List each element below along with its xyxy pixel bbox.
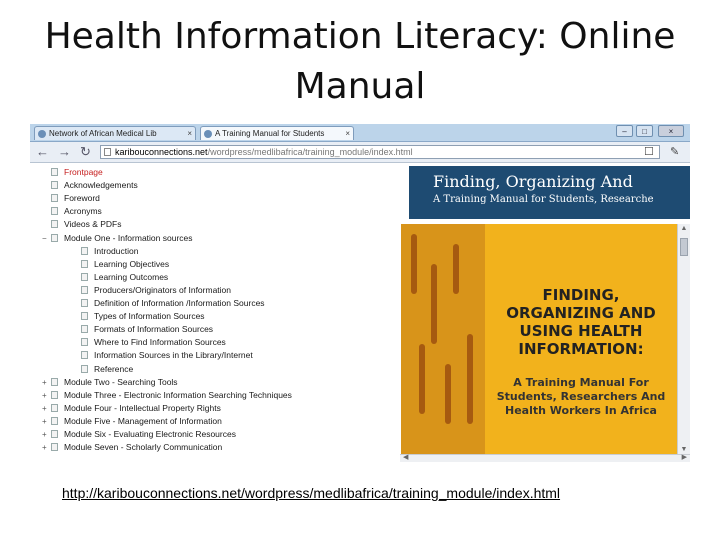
cover-decoration — [445, 364, 451, 424]
page-icon — [51, 194, 58, 202]
page-icon — [51, 404, 58, 412]
toc-item[interactable] — [42, 218, 121, 231]
toc-item-label: Module Four - Intellectual Property Rights — [64, 402, 221, 413]
toc-item-label: Definition of Information /Information Sources — [94, 298, 265, 308]
cover-decoration — [453, 244, 459, 294]
toc-item[interactable] — [42, 232, 193, 245]
site-banner — [409, 166, 690, 219]
page-icon — [81, 338, 88, 346]
page-icon — [51, 443, 58, 451]
cover-decoration — [419, 344, 425, 414]
scroll-thumb[interactable] — [680, 238, 688, 256]
close-window-button[interactable]: × — [658, 125, 684, 137]
cover-title-line: INFORMATION: — [518, 340, 644, 358]
toc-item-label: Acknowledgements — [64, 180, 138, 191]
cover-subtitle-line: Health Workers In Africa — [505, 404, 657, 417]
toc-item[interactable] — [72, 363, 133, 376]
address-domain: karibouconnections.net — [115, 147, 208, 157]
toc-item-label: Where to Find Information Sources — [94, 337, 226, 348]
manual-cover-image — [401, 224, 677, 454]
toc-item[interactable] — [42, 441, 222, 454]
page-icon — [104, 148, 111, 156]
toc-item-label: Videos & PDFs — [64, 219, 122, 230]
page-icon — [51, 181, 58, 189]
page-icon — [81, 273, 88, 281]
toc-item[interactable] — [72, 349, 253, 362]
toc-item[interactable] — [42, 205, 102, 218]
toc-item-label: Module Three - Electronic Information Searching Techniques — [64, 389, 292, 400]
toc-item-label: Learning Outcomes — [94, 271, 169, 282]
expand-icon[interactable]: + — [42, 390, 47, 400]
page-icon — [81, 351, 88, 359]
address-bar[interactable] — [100, 145, 660, 159]
browser-screenshot — [30, 124, 690, 462]
slide-title-line-1: Health Information Literacy: Online — [44, 16, 676, 57]
toc-item[interactable] — [42, 192, 100, 205]
browser-toolbar — [30, 142, 690, 163]
tab-label: A Training Manual for Students — [215, 129, 325, 138]
toc-item-label: Formats of Information Sources — [94, 324, 214, 335]
scroll-up-icon[interactable]: ▲ — [680, 225, 688, 232]
toc-item-label: Frontpage — [64, 167, 103, 177]
toc-item[interactable] — [72, 336, 226, 349]
back-icon[interactable]: ← — [36, 144, 49, 159]
page-icon — [51, 430, 58, 438]
wrench-icon[interactable]: ✎ — [670, 146, 680, 158]
page-icon — [81, 299, 88, 307]
toc-item[interactable] — [72, 258, 169, 271]
toc-item-label: Reference — [94, 363, 134, 374]
tab-label: Network of African Medical Lib — [49, 129, 157, 138]
page-icon — [81, 312, 88, 320]
cover-decoration — [431, 264, 437, 344]
scroll-right-icon[interactable]: ▶ — [681, 454, 687, 461]
cover-title-line: FINDING, — [542, 286, 620, 304]
toc-item-label: Types of Information Sources — [94, 311, 205, 322]
slide-title — [0, 12, 720, 112]
toc-item-label: Learning Objectives — [94, 258, 170, 269]
toc-item[interactable] — [42, 389, 292, 402]
cover-title-line: ORGANIZING AND — [506, 304, 656, 322]
favicon-icon — [204, 130, 212, 138]
scroll-down-icon[interactable]: ▼ — [680, 446, 688, 453]
page-icon — [51, 378, 58, 386]
page-icon — [51, 220, 58, 228]
tab-training-manual[interactable] — [200, 126, 354, 140]
expand-icon[interactable]: + — [42, 403, 47, 413]
cover-title — [487, 286, 675, 358]
toc-item-label: Producers/Originators of Information — [94, 284, 232, 295]
toc-item[interactable] — [72, 323, 213, 336]
toc-item[interactable] — [42, 179, 138, 192]
banner-line-1: Finding, Organizing And — [433, 172, 633, 191]
toc-item-label: Module One - Information sources — [64, 232, 193, 243]
page-icon — [81, 247, 88, 255]
toc-item[interactable] — [72, 245, 138, 258]
toc-item-label: Module Seven - Scholarly Communication — [64, 442, 223, 453]
page-icon — [51, 391, 58, 399]
cover-subtitle-line: Students, Researchers And — [496, 390, 666, 403]
expand-icon[interactable]: + — [42, 443, 47, 453]
expand-icon[interactable]: + — [42, 416, 47, 426]
toc-item-label: Foreword — [64, 193, 100, 204]
toc-item-label: Module Two - Searching Tools — [64, 376, 178, 387]
reload-icon[interactable]: ↻ — [80, 144, 91, 159]
toc-item-label: Information Sources in the Library/Internet — [94, 350, 253, 361]
page-icon — [81, 286, 88, 294]
page-icon — [81, 365, 88, 373]
toc-item[interactable] — [42, 415, 222, 428]
page-icon — [51, 168, 58, 176]
page-menu-icon[interactable]: ☐ — [644, 146, 654, 158]
expand-icon[interactable]: + — [42, 430, 47, 439]
address-path: /wordpress/medlibafrica/training_module/index.html — [207, 147, 413, 157]
toc-item-label: Module Five - Management of Information — [64, 415, 222, 426]
tab-network-african-medical[interactable] — [34, 126, 196, 140]
close-tab-icon[interactable]: × — [345, 129, 350, 138]
toc-item[interactable] — [42, 428, 236, 441]
toc-item[interactable] — [72, 271, 168, 284]
toc-item-label: Acronyms — [64, 206, 102, 217]
scroll-left-icon[interactable]: ◀ — [403, 454, 409, 461]
expand-icon[interactable]: + — [42, 377, 47, 387]
maximize-button[interactable]: □ — [636, 125, 653, 137]
minimize-button[interactable]: – — [616, 125, 633, 137]
banner-line-2: A Training Manual for Students, Researche — [433, 194, 654, 205]
horizontal-scrollbar[interactable] — [400, 454, 690, 462]
toc-item[interactable] — [72, 284, 231, 297]
manual-url-link[interactable]: http://karibouconnections.net/wordpress/medlibafrica/training_module/index.html — [62, 485, 561, 501]
cover-subtitle-line: A Training Manual For — [513, 376, 649, 389]
close-tab-icon[interactable]: × — [187, 129, 192, 138]
cover-decoration — [467, 334, 473, 424]
page-icon — [51, 234, 58, 242]
slide-title-line-2: Manual — [294, 66, 426, 107]
cover-pattern-strip — [401, 224, 485, 454]
cover-decoration — [411, 234, 417, 294]
vertical-scrollbar[interactable] — [677, 224, 690, 454]
toc-item[interactable] — [72, 297, 265, 310]
page-icon — [81, 260, 88, 268]
favicon-icon — [38, 130, 46, 138]
toc-item[interactable] — [42, 166, 103, 179]
toc-item-label: Introduction — [94, 245, 139, 256]
collapse-icon[interactable]: − — [42, 233, 47, 243]
toc-item-label: Module Six - Evaluating Electronic Resources — [64, 429, 236, 439]
page-icon — [51, 417, 58, 425]
cover-subtitle — [487, 376, 675, 418]
page-icon — [51, 207, 58, 215]
page-icon — [81, 325, 88, 333]
table-of-contents — [30, 163, 408, 462]
toc-item[interactable] — [42, 376, 178, 389]
tab-bar — [30, 124, 690, 142]
toc-item[interactable] — [72, 310, 205, 323]
forward-icon[interactable]: → — [58, 144, 71, 159]
toc-item[interactable] — [42, 402, 221, 415]
cover-title-line: USING HEALTH — [519, 322, 643, 340]
